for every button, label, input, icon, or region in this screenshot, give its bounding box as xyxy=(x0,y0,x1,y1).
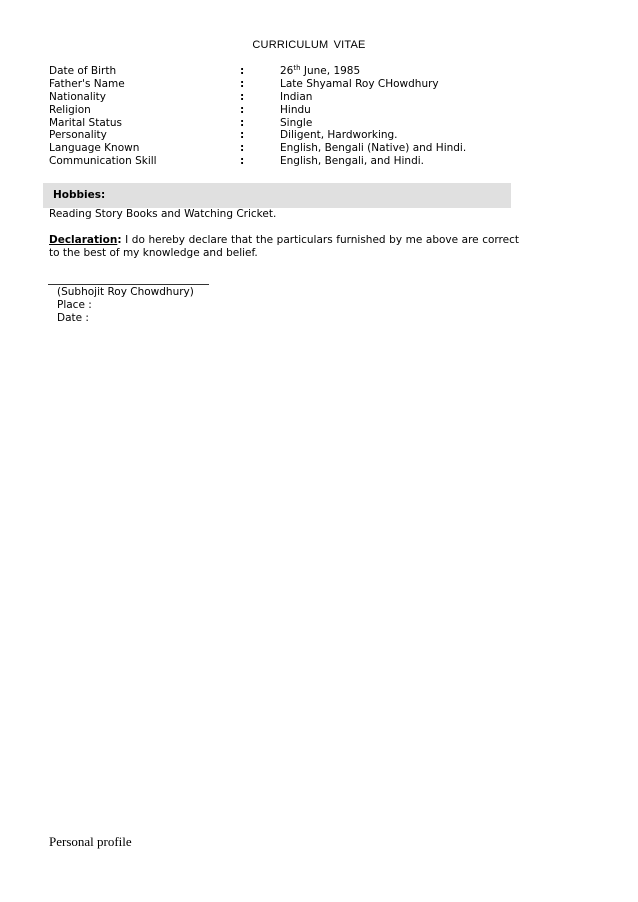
detail-row-date-of-birth xyxy=(49,65,529,78)
detail-value: Diligent, Hardworking. xyxy=(280,129,398,142)
detail-colon: : xyxy=(240,65,245,77)
dob-month-year: June, 1985 xyxy=(300,65,361,77)
signature-block xyxy=(57,286,194,325)
detail-label: Language Known xyxy=(49,142,140,155)
page-title: CURRICULUM VITAE xyxy=(252,39,366,51)
detail-row-language-known xyxy=(49,142,529,155)
detail-label: Communication Skill xyxy=(49,155,157,168)
detail-colon: : xyxy=(240,77,245,90)
detail-row-nationality xyxy=(49,91,529,104)
detail-colon: : xyxy=(240,116,245,129)
detail-value: Single xyxy=(280,116,313,129)
detail-value: English, Bengali (Native) and Hindi. xyxy=(280,142,467,155)
signature-line xyxy=(48,284,209,285)
detail-label: Date of Birth xyxy=(49,65,117,77)
detail-row-fathers-name xyxy=(49,78,529,91)
detail-label: Personality xyxy=(49,129,107,142)
declaration-colon: : xyxy=(117,234,122,246)
declaration-text: I do hereby declare that the particulars furnished by me above are correct to the best of my knowledge and belief. xyxy=(49,234,519,259)
hobbies-text: Reading Story Books and Watching Cricket. xyxy=(49,208,277,220)
detail-row-communication-skill xyxy=(49,155,529,168)
date-label: Date : xyxy=(57,312,89,324)
personal-details xyxy=(49,65,529,168)
hobbies-heading: Hobbies: xyxy=(53,189,106,201)
detail-value: Indian xyxy=(280,90,313,103)
detail-value: English, Bengali, and Hindi. xyxy=(280,155,424,168)
detail-label: Father's Name xyxy=(49,77,125,90)
footer-text: Personal profile xyxy=(49,834,132,849)
detail-value: Late Shyamal Roy CHowdhury xyxy=(280,77,439,90)
dob-day-suffix: th xyxy=(293,64,301,72)
detail-row-personality xyxy=(49,129,529,142)
detail-row-religion xyxy=(49,104,529,117)
detail-label: Nationality xyxy=(49,90,107,103)
detail-colon: : xyxy=(240,103,245,116)
declaration-paragraph xyxy=(49,234,519,260)
detail-colon: : xyxy=(240,155,245,168)
detail-label: Marital Status xyxy=(49,116,122,129)
detail-row-marital-status xyxy=(49,117,529,130)
declaration-label: Declaration xyxy=(49,234,118,246)
dob-day: 26 xyxy=(280,65,294,77)
detail-value xyxy=(280,65,360,78)
detail-colon: : xyxy=(240,142,245,155)
detail-label: Religion xyxy=(49,103,91,116)
hobbies-heading-bar xyxy=(43,183,511,208)
place-label: Place : xyxy=(57,299,92,311)
detail-colon: : xyxy=(240,90,245,103)
signature-name: (Subhojit Roy Chowdhury) xyxy=(57,286,194,298)
detail-colon: : xyxy=(240,129,245,142)
detail-value: Hindu xyxy=(280,103,311,116)
